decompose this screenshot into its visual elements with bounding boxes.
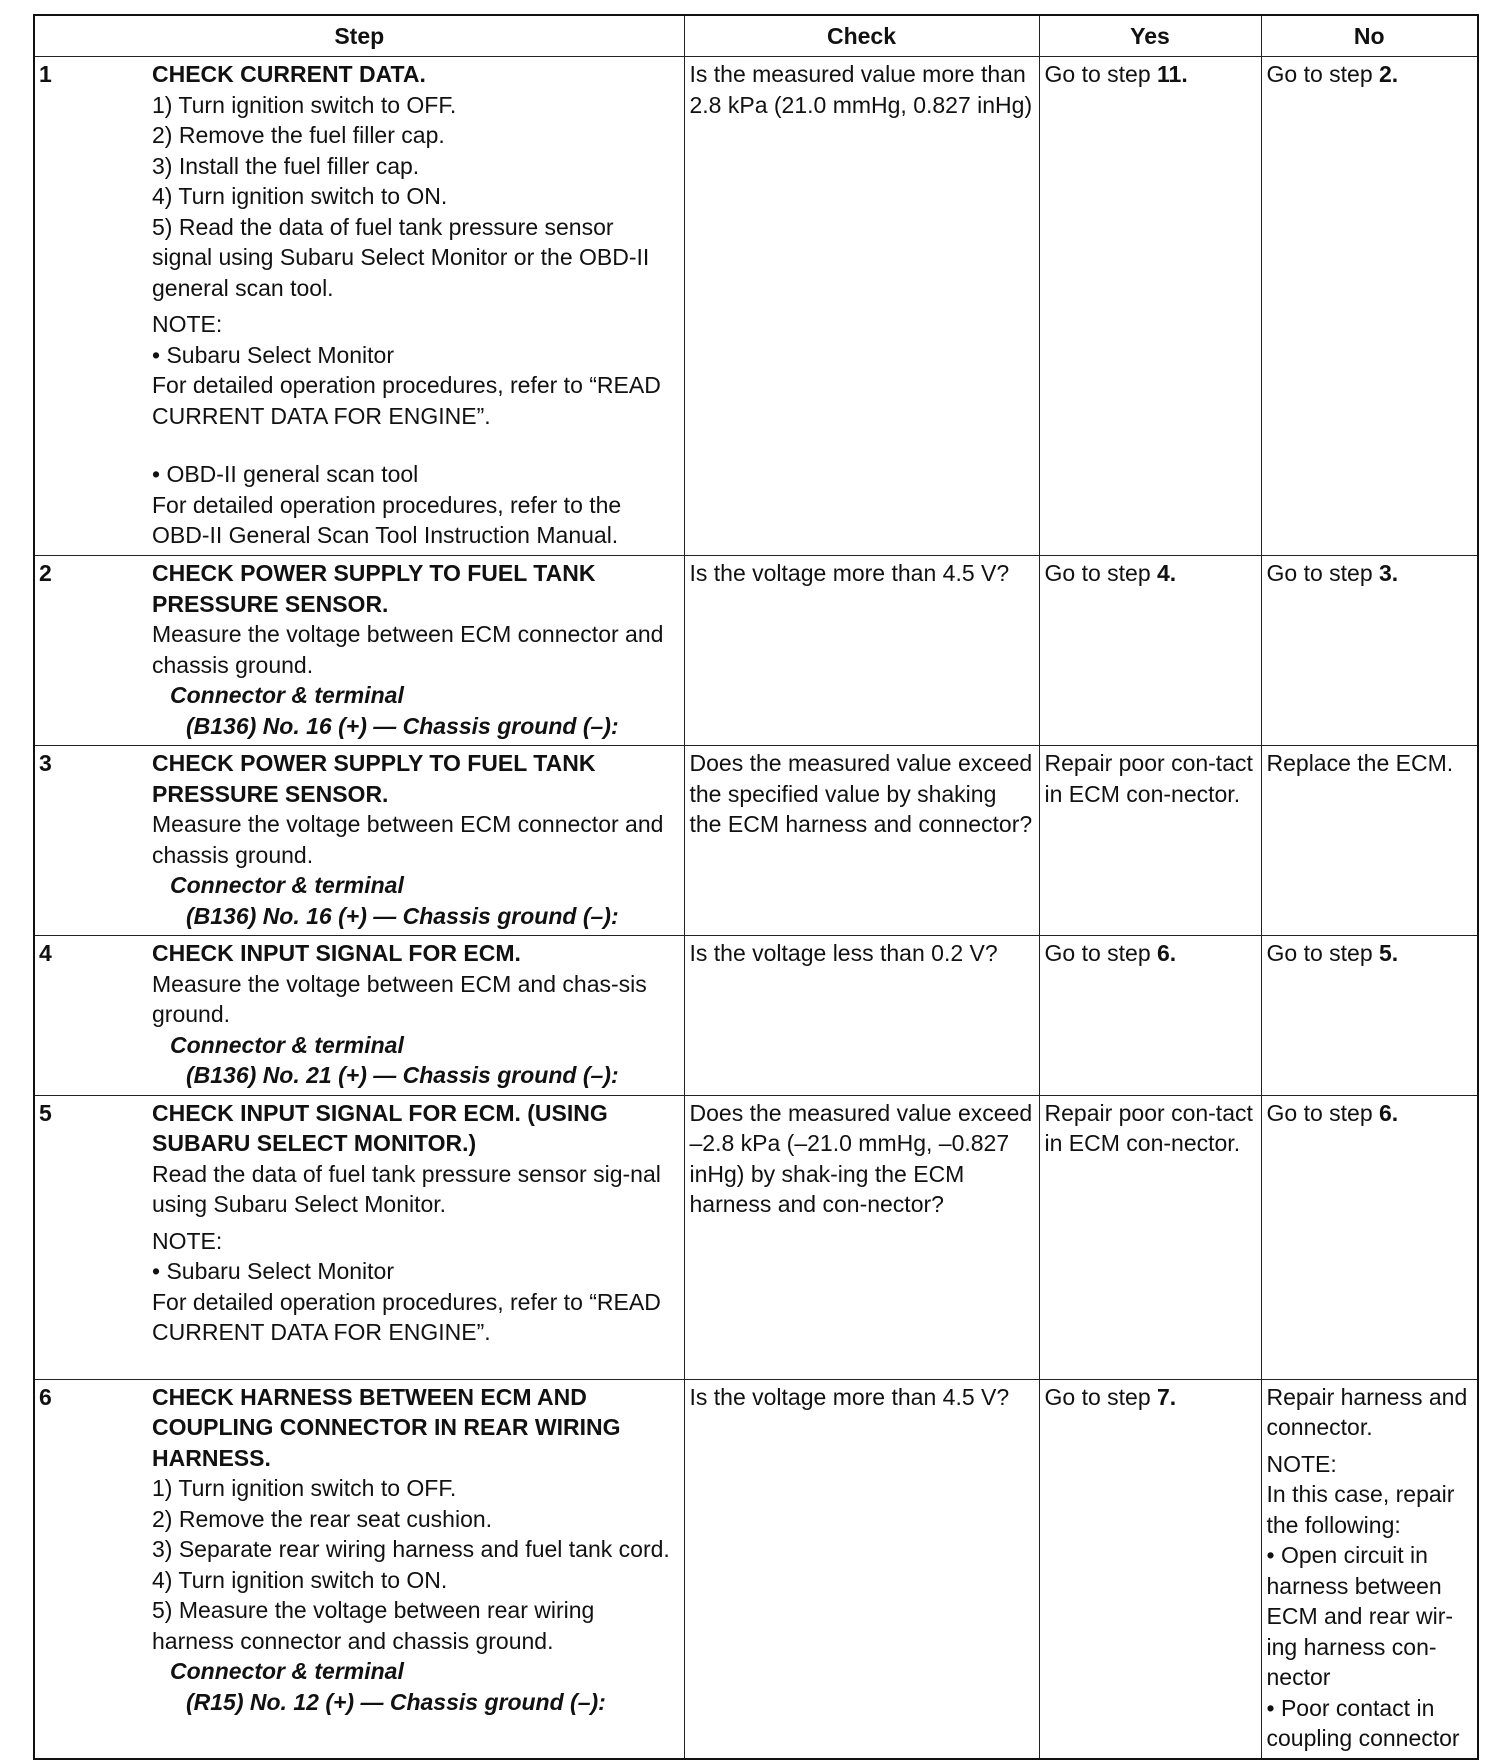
terminal-spec: (B136) No. 21 (+) — Chassis ground (–): (186, 1062, 619, 1088)
note-label: NOTE: (152, 311, 223, 337)
note-item-text: For detailed operation procedures, refer to “READ CURRENT DATA FOR ENGINE”. (152, 372, 661, 429)
step-description (152, 57, 684, 556)
step-number: 3 (34, 746, 152, 936)
note-item: • Open circuit in harness between ECM and rear wir-ing harness con-nector (1266, 1542, 1454, 1690)
step-line: 2) Remove the fuel filler cap. (152, 122, 445, 148)
step-text: Measure the voltage between ECM connector and chassis ground. (152, 811, 664, 868)
table-row (34, 1379, 1478, 1759)
yes-cell: Go to step 6. (1039, 936, 1261, 1096)
terminal-spec: (B136) No. 16 (+) — Chassis ground (–): (186, 712, 619, 739)
step-title: CHECK POWER SUPPLY TO FUEL TANK PRESSURE SENSOR. (152, 750, 596, 807)
step-number: 6 (34, 1379, 152, 1759)
step-line: 5) Read the data of fuel tank pressure sensor signal using Subaru Select Monitor or the OBD-II general scan tool. (152, 213, 650, 301)
yes-cell: Go to step 7. (1039, 1379, 1261, 1759)
no-cell: Go to step 5. (1261, 936, 1478, 1096)
no-cell: Go to step 3. (1261, 556, 1478, 746)
no-cell: Go to step 6. (1261, 1095, 1478, 1379)
step-line: 4) Turn ignition switch to ON. (152, 1566, 448, 1593)
step-description (152, 1095, 684, 1379)
terminal-spec: (R15) No. 12 (+) — Chassis ground (–): (186, 1688, 606, 1715)
step-text: Measure the voltage between ECM connector and chassis ground. (152, 621, 664, 678)
table-row (34, 936, 1478, 1096)
note-label: NOTE: (152, 1227, 223, 1254)
no-text: Repair harness and connector. (1266, 1383, 1468, 1440)
yes-cell: Go to step 4. (1039, 556, 1261, 746)
no-cell: Go to step 2. (1261, 57, 1478, 556)
table-row (34, 556, 1478, 746)
step-description (152, 746, 684, 936)
connector-label: Connector & terminal (170, 1031, 404, 1058)
step-text: Read the data of fuel tank pressure sensor sig-nal using Subaru Select Monitor. (152, 1160, 661, 1217)
step-description (152, 1379, 684, 1759)
table-row (34, 1095, 1478, 1379)
note-intro: In this case, repair the following: (1266, 1481, 1455, 1538)
step-line: 3) Install the fuel filler cap. (152, 152, 420, 179)
header-step: Step (34, 15, 684, 57)
step-title: CHECK CURRENT DATA. (152, 61, 426, 87)
table-row (34, 57, 1478, 556)
connector-label: Connector & terminal (170, 682, 404, 708)
connector-label: Connector & terminal (170, 1658, 404, 1684)
header-yes: Yes (1039, 15, 1261, 57)
step-description (152, 936, 684, 1096)
step-title: CHECK INPUT SIGNAL FOR ECM. (152, 940, 521, 966)
no-cell: Replace the ECM. (1261, 746, 1478, 936)
step-number: 5 (34, 1095, 152, 1379)
check-cell: Does the measured value exceed –2.8 kPa (–21.0 mmHg, –0.827 inHg) by shak-ing the ECM harness and con-nector? (684, 1095, 1039, 1379)
header-check: Check (684, 15, 1039, 57)
note-item-text: For detailed operation procedures, refer to the OBD-II General Scan Tool Instruction Manual. (152, 491, 622, 548)
check-cell: Is the voltage more than 4.5 V? (684, 556, 1039, 746)
step-number: 1 (34, 57, 152, 556)
connector-label: Connector & terminal (170, 872, 404, 898)
step-line: 1) Turn ignition switch to OFF. (152, 1475, 457, 1501)
note-item-title: • Subaru Select Monitor (152, 1258, 395, 1284)
note-label: NOTE: (1266, 1450, 1337, 1477)
header-no: No (1261, 15, 1478, 57)
no-cell (1261, 1379, 1478, 1759)
table-row (34, 746, 1478, 936)
step-line: 1) Turn ignition switch to OFF. (152, 91, 457, 118)
step-title: CHECK POWER SUPPLY TO FUEL TANK PRESSURE SENSOR. (152, 560, 596, 617)
step-line: 4) Turn ignition switch to ON. (152, 183, 448, 209)
check-cell: Is the voltage less than 0.2 V? (684, 936, 1039, 1096)
step-line: 2) Remove the rear seat cushion. (152, 1505, 493, 1532)
check-cell: Does the measured value exceed the specified value by shaking the ECM harness and connector? (684, 746, 1039, 936)
yes-cell: Repair poor con-tact in ECM con-nector. (1039, 1095, 1261, 1379)
step-line: 5) Measure the voltage between rear wiring harness connector and chassis ground. (152, 1597, 595, 1654)
check-cell: Is the measured value more than 2.8 kPa (21.0 mmHg, 0.827 inHg) (684, 57, 1039, 556)
step-number: 2 (34, 556, 152, 746)
check-cell: Is the voltage more than 4.5 V? (684, 1379, 1039, 1759)
yes-cell: Repair poor con-tact in ECM con-nector. (1039, 746, 1261, 936)
note-item-title: • OBD-II general scan tool (152, 461, 419, 487)
step-title: CHECK INPUT SIGNAL FOR ECM. (USING SUBARU SELECT MONITOR.) (152, 1099, 608, 1156)
note-item-text: For detailed operation procedures, refer to “READ CURRENT DATA FOR ENGINE”. (152, 1288, 661, 1345)
step-text: Measure the voltage between ECM and chas-sis ground. (152, 970, 647, 1027)
step-line: 3) Separate rear wiring harness and fuel tank cord. (152, 1536, 670, 1562)
diagnostic-table (33, 14, 1479, 1760)
note-item: • Poor contact in coupling connector (1266, 1694, 1460, 1751)
header-row (34, 15, 1478, 57)
yes-cell: Go to step 11. (1039, 57, 1261, 556)
note-item-title: • Subaru Select Monitor (152, 341, 395, 368)
terminal-spec: (B136) No. 16 (+) — Chassis ground (–): (186, 902, 619, 929)
step-description (152, 556, 684, 746)
step-number: 4 (34, 936, 152, 1096)
step-title: CHECK HARNESS BETWEEN ECM AND COUPLING CONNECTOR IN REAR WIRING HARNESS. (152, 1383, 621, 1471)
